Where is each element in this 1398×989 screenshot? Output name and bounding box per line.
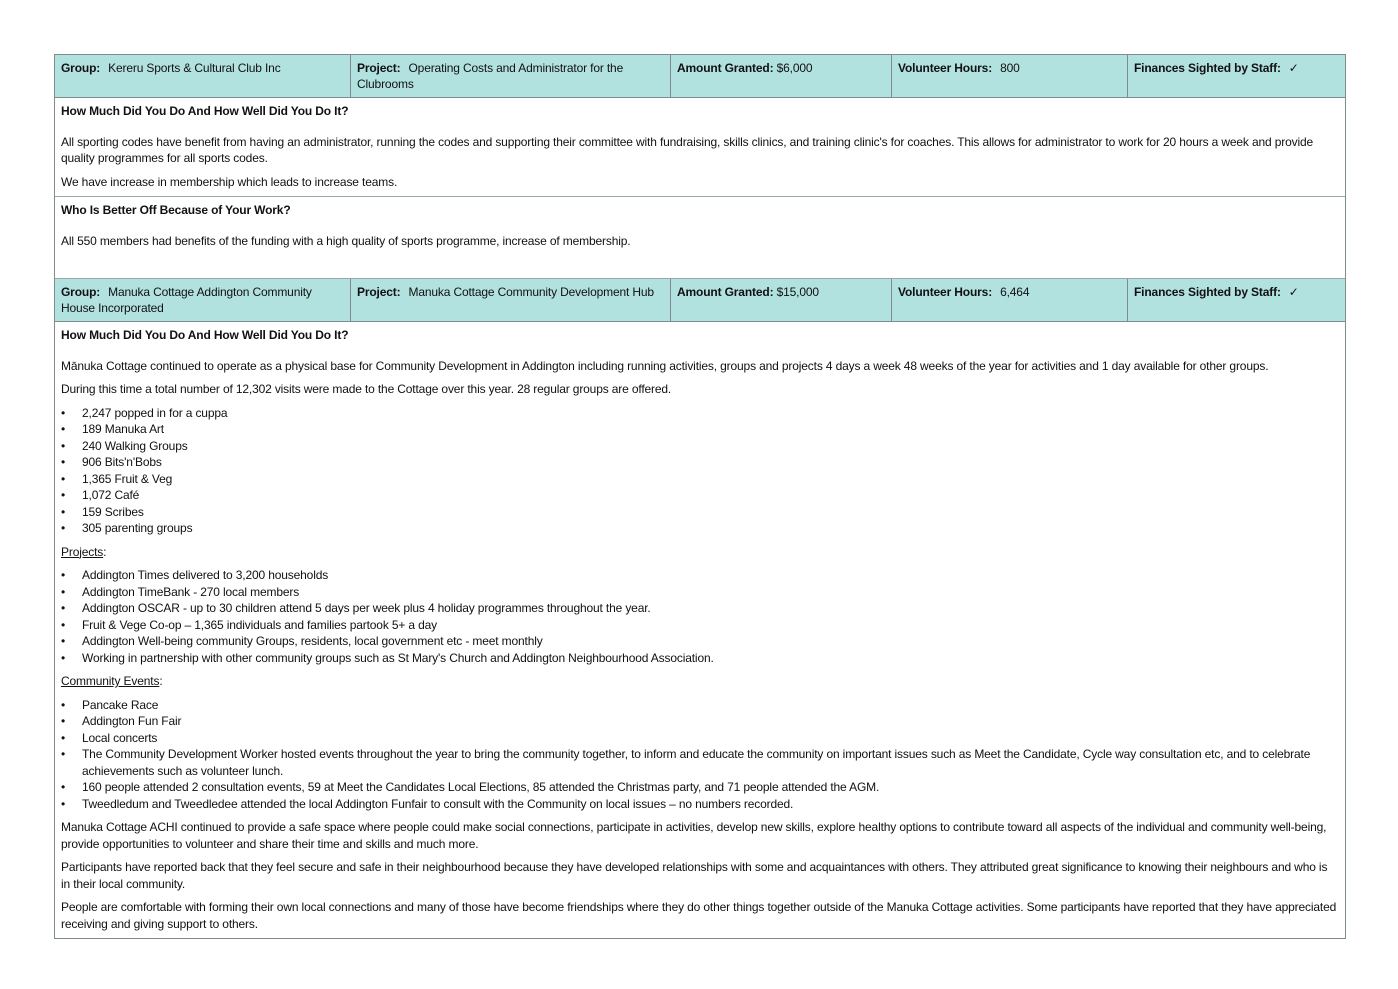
list-item: • Addington TimeBank - 270 local members: [61, 584, 1339, 601]
how-much-section: [55, 322, 1345, 938]
projects-label: Projects: [61, 544, 104, 559]
list-item: • Addington Times delivered to 3,200 households: [61, 567, 1339, 584]
volunteer-cell: [892, 279, 1128, 321]
list-item: • 240 Walking Groups: [61, 438, 1339, 455]
group-label: Group:: [61, 61, 101, 75]
list-item: • 159 Scribes: [61, 504, 1339, 521]
section-heading: How Much Did You Do And How Well Did You Do It?: [61, 328, 349, 342]
finances-label: Finances Sighted by Staff:: [1134, 61, 1281, 75]
list-item: • 160 people attended 2 consultation events, 59 at Meet the Candidates Local Elections, 85 attended the Christmas party, and 71 people attended the AGM.: [61, 779, 1339, 796]
entry-header-kereru: [55, 55, 1345, 98]
list-item: • Addington Well-being community Groups, residents, local government etc - meet monthly: [61, 633, 1339, 650]
funding-report-table: [54, 54, 1346, 939]
list-item: • 189 Manuka Art: [61, 421, 1339, 438]
amount-label: Amount Granted:: [677, 61, 774, 75]
better-off-section: [55, 196, 1345, 278]
volunteer-value: 6,464: [1000, 285, 1030, 299]
events-list: [61, 697, 1339, 813]
paragraph: We have increase in membership which leads to increase teams.: [61, 174, 398, 189]
paragraph: Participants have reported back that they feel secure and safe in their neighbourhood because they have developed relationships with some and acquaintances with others. They attributed great significance to knowing their neighbours and who is in their local community.: [61, 860, 1328, 891]
entry-header-manuka: [55, 278, 1345, 322]
group-cell: [55, 55, 351, 97]
list-item: • The Community Development Worker hosted events throughout the year to bring the community together, to inform and educate the community on important issues such as Meet the Candidate, Cycle way consultation etc, and to celebrate achievements such as volunteer lunch.: [61, 746, 1339, 779]
group-name: Manuka Cottage Addington Community House Incorporated: [61, 285, 312, 315]
list-item: • 1,072 Café: [61, 487, 1339, 504]
amount-label: Amount Granted:: [677, 285, 774, 299]
volunteer-value: 800: [1000, 61, 1020, 75]
volunteer-label: Volunteer Hours:: [898, 61, 993, 75]
section-heading: How Much Did You Do And How Well Did You Do It?: [61, 104, 349, 118]
amount-value: $6,000: [776, 61, 813, 75]
list-item: • Working in partnership with other community groups such as St Mary's Church and Addington Neighbourhood Association.: [61, 650, 1339, 667]
project-label: Project:: [357, 285, 401, 299]
project-name: Manuka Cottage Community Development Hub: [408, 285, 654, 299]
amount-value: $15,000: [776, 285, 819, 299]
volunteer-cell: [892, 55, 1128, 97]
group-label: Group:: [61, 285, 101, 299]
projects-list: [61, 567, 1339, 666]
section-heading: Who Is Better Off Because of Your Work?: [61, 203, 291, 217]
project-cell: [351, 279, 671, 321]
list-item: • Tweedledum and Tweedledee attended the local Addington Funfair to consult with the Community on local issues – no numbers recorded.: [61, 796, 1339, 813]
project-name: Operating Costs and Administrator for the Clubrooms: [357, 61, 624, 91]
paragraph: All 550 members had benefits of the funding with a high quality of sports programme, increase of membership.: [61, 233, 631, 248]
finances-cell: [1128, 55, 1345, 97]
finances-label: Finances Sighted by Staff:: [1134, 285, 1281, 299]
check-icon: ✓: [1288, 285, 1299, 299]
projects-heading: Projects:: [61, 544, 107, 559]
list-item: • 2,247 popped in for a cuppa: [61, 405, 1339, 422]
paragraph: Mānuka Cottage continued to operate as a physical base for Community Development in Addington including running activities, groups and projects 4 days a week 48 weeks of the year for activities and 1 day available for other groups.: [61, 358, 1269, 373]
list-item: • Local concerts: [61, 730, 1339, 747]
list-item: • Fruit & Vege Co-op – 1,365 individuals and families partook 5+ a day: [61, 617, 1339, 634]
paragraph: Manuka Cottage ACHI continued to provide a safe space where people could make social connections, participate in activities, develop new skills, explore healthy options to contribute toward all aspects of the individual and community well-being, provide opportunities to volunteer and share their time and skills and much more.: [61, 820, 1327, 851]
volunteer-label: Volunteer Hours:: [898, 285, 993, 299]
events-heading: Community Events:: [61, 674, 163, 688]
project-cell: [351, 55, 671, 97]
project-label: Project:: [357, 61, 401, 75]
amount-cell: [671, 55, 892, 97]
events-label: Community Events: [61, 674, 160, 688]
list-item: • 1,365 Fruit & Veg: [61, 471, 1339, 488]
list-item: • 906 Bits'n'Bobs: [61, 454, 1339, 471]
visits-list: [61, 405, 1339, 537]
finances-cell: [1128, 279, 1345, 321]
list-item: • Addington Fun Fair: [61, 713, 1339, 730]
group-name: Kereru Sports & Cultural Club Inc: [108, 61, 281, 75]
how-much-section: [55, 98, 1345, 196]
amount-cell: [671, 279, 892, 321]
list-item: • Addington OSCAR - up to 30 children attend 5 days per week plus 4 holiday programmes throughout the year.: [61, 600, 1339, 617]
list-item: • Pancake Race: [61, 697, 1339, 714]
paragraph: During this time a total number of 12,302 visits were made to the Cottage over this year. 28 regular groups are offered.: [61, 382, 672, 396]
list-item: • 305 parenting groups: [61, 520, 1339, 537]
group-cell: [55, 279, 351, 321]
paragraph: People are comfortable with forming their own local connections and many of those have become friendships where they do other things together outside of the Manuka Cottage activities. Some participants have reported that they have appreciated receiving and giving support to others.: [61, 900, 1337, 931]
check-icon: ✓: [1288, 61, 1299, 75]
paragraph: All sporting codes have benefit from having an administrator, running the codes and supporting their committee with fundraising, skills clinics, and training clinic's for coaches. This allows for administrator to work for 20 hours a week and provide quality programmes for all sports codes.: [61, 134, 1314, 165]
